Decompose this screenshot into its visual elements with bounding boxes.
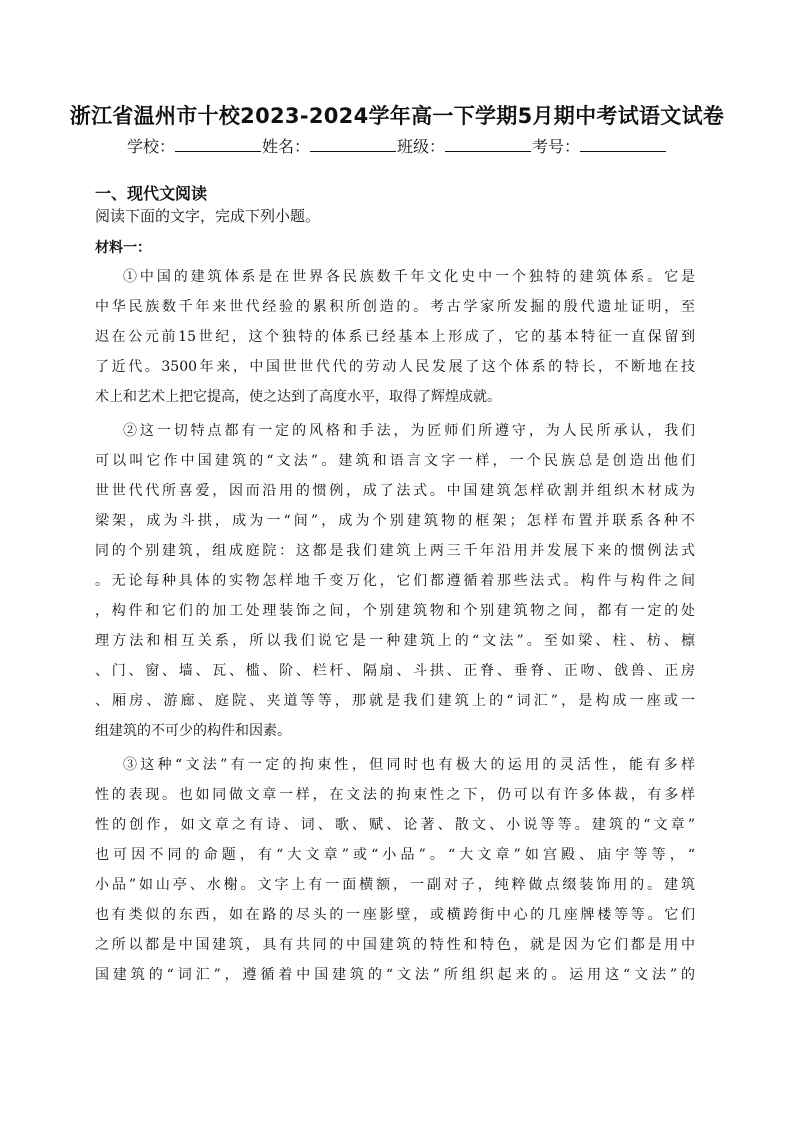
paragraph-line: 理方法和相互关系，所以我们说它是一种建筑上的“文法”。至如梁、柱、枋、檩	[95, 633, 695, 649]
name-field-label: 姓名：	[261, 137, 310, 156]
paragraph-line: ①中国的建筑体系是在世界各民族数千年文化史中一个独特的建筑体系。它是	[123, 269, 695, 285]
paragraph-line: ③这种“文法”有一定的拘束性，但同时也有极大的运用的灵活性，能有多样	[123, 757, 695, 773]
school-field-label: 学校：	[126, 137, 175, 156]
paragraph-line: ，构件和它们的加工处理装饰之间，个别建筑物和个别建筑物之间，都有一定的处	[95, 603, 695, 619]
name-blank[interactable]	[310, 137, 396, 152]
paragraph-line: ②这一切特点都有一定的风格和手法，为匠师们所遵守，为人民所承认，我们	[123, 423, 695, 439]
paragraph-line: 性的创作，如文章之有诗、词、歌、赋、论著、散文、小说等等。建筑的“文章”	[95, 817, 695, 833]
school-blank[interactable]	[175, 137, 261, 152]
paragraph-2	[95, 416, 695, 746]
paragraph-line: 国建筑的“词汇”，遵循着中国建筑的“文法”所组织起来的。运用这“文法”的	[95, 967, 695, 983]
class-blank[interactable]	[445, 137, 531, 152]
reading-instruction: 阅读下面的文字，完成下列小题。	[95, 207, 321, 225]
paragraph-line: 术上和艺术上把它提高，使之达到了高度水平，取得了辉煌成就。	[95, 389, 501, 405]
paragraph-line: 同的个别建筑，组成庭院：这都是我们建筑上两三千年沿用并发展下来的惯例法式	[95, 543, 695, 559]
exam-number-blank[interactable]	[580, 137, 666, 152]
paragraph-line: 、门、窗、墙、瓦、槛、阶、栏杆、隔扇、斗拱、正脊、垂脊、正吻、戗兽、正房	[95, 663, 695, 679]
exam-title: 浙江省温州市十校2023-2024学年高一下学期5月期中考试语文试卷	[69, 104, 725, 128]
paragraph-line: 了近代。3500年来，中国世世代代的劳动人民发展了这个体系的特长，不断地在技	[95, 359, 695, 375]
paragraph-line: 也有类似的东西，如在路的尽头的一座影壁，或横跨街中心的几座牌楼等等。它们	[95, 907, 695, 923]
material-label: 材料一：	[95, 240, 151, 256]
paragraph-line: 中华民族数千年来世代经验的累积所创造的。考古学家所发掘的殷代遗址证明，至	[95, 299, 695, 315]
class-field-label: 班级：	[397, 137, 446, 156]
student-info-line	[0, 134, 794, 157]
paragraph-line: 也可因不同的命题，有“大文章”或“小品”。“大文章”如宫殿、庙宇等等，“	[95, 847, 695, 863]
passage-body	[95, 262, 695, 990]
paragraph-line: 可以叫它作中国建筑的“文法”。建筑和语言文字一样，一个民族总是创造出他们	[95, 453, 695, 469]
exam-number-field-label: 考号：	[532, 137, 581, 156]
paragraph-line: 。无论每种具体的实物怎样地千变万化，它们都遵循着那些法式。构件与构件之间	[95, 573, 695, 589]
paragraph-line: 世世代代所喜爱，因而沿用的惯例，成了法式。中国建筑怎样砍割并组织木材成为	[95, 483, 695, 499]
section-heading: 一、现代文阅读	[95, 184, 208, 203]
paragraph-1	[95, 262, 695, 412]
paragraph-line: 迟在公元前15世纪，这个独特的体系已经基本上形成了，它的基本特征一直保留到	[95, 329, 695, 345]
paragraph-line: 梁架，成为斗拱，成为一“间”，成为个别建筑物的框架；怎样布置并联系各种不	[95, 513, 695, 529]
paragraph-line: 组建筑的不可少的构件和因素。	[95, 723, 291, 739]
paragraph-line: 、厢房、游廊、庭院、夹道等等，那就是我们建筑上的“词汇”，是构成一座或一	[95, 693, 695, 709]
paragraph-3	[95, 750, 695, 990]
paragraph-line: 性的表现。也如同做文章一样，在文法的拘束性之下，仍可以有许多体裁，有多样	[95, 787, 695, 803]
paragraph-line: 小品”如山亭、水榭。文字上有一面横额，一副对子，纯粹做点缀装饰用的。建筑	[95, 877, 695, 893]
paragraph-line: 之所以都是中国建筑，具有共同的中国建筑的特性和特色，就是因为它们都是用中	[95, 937, 695, 953]
